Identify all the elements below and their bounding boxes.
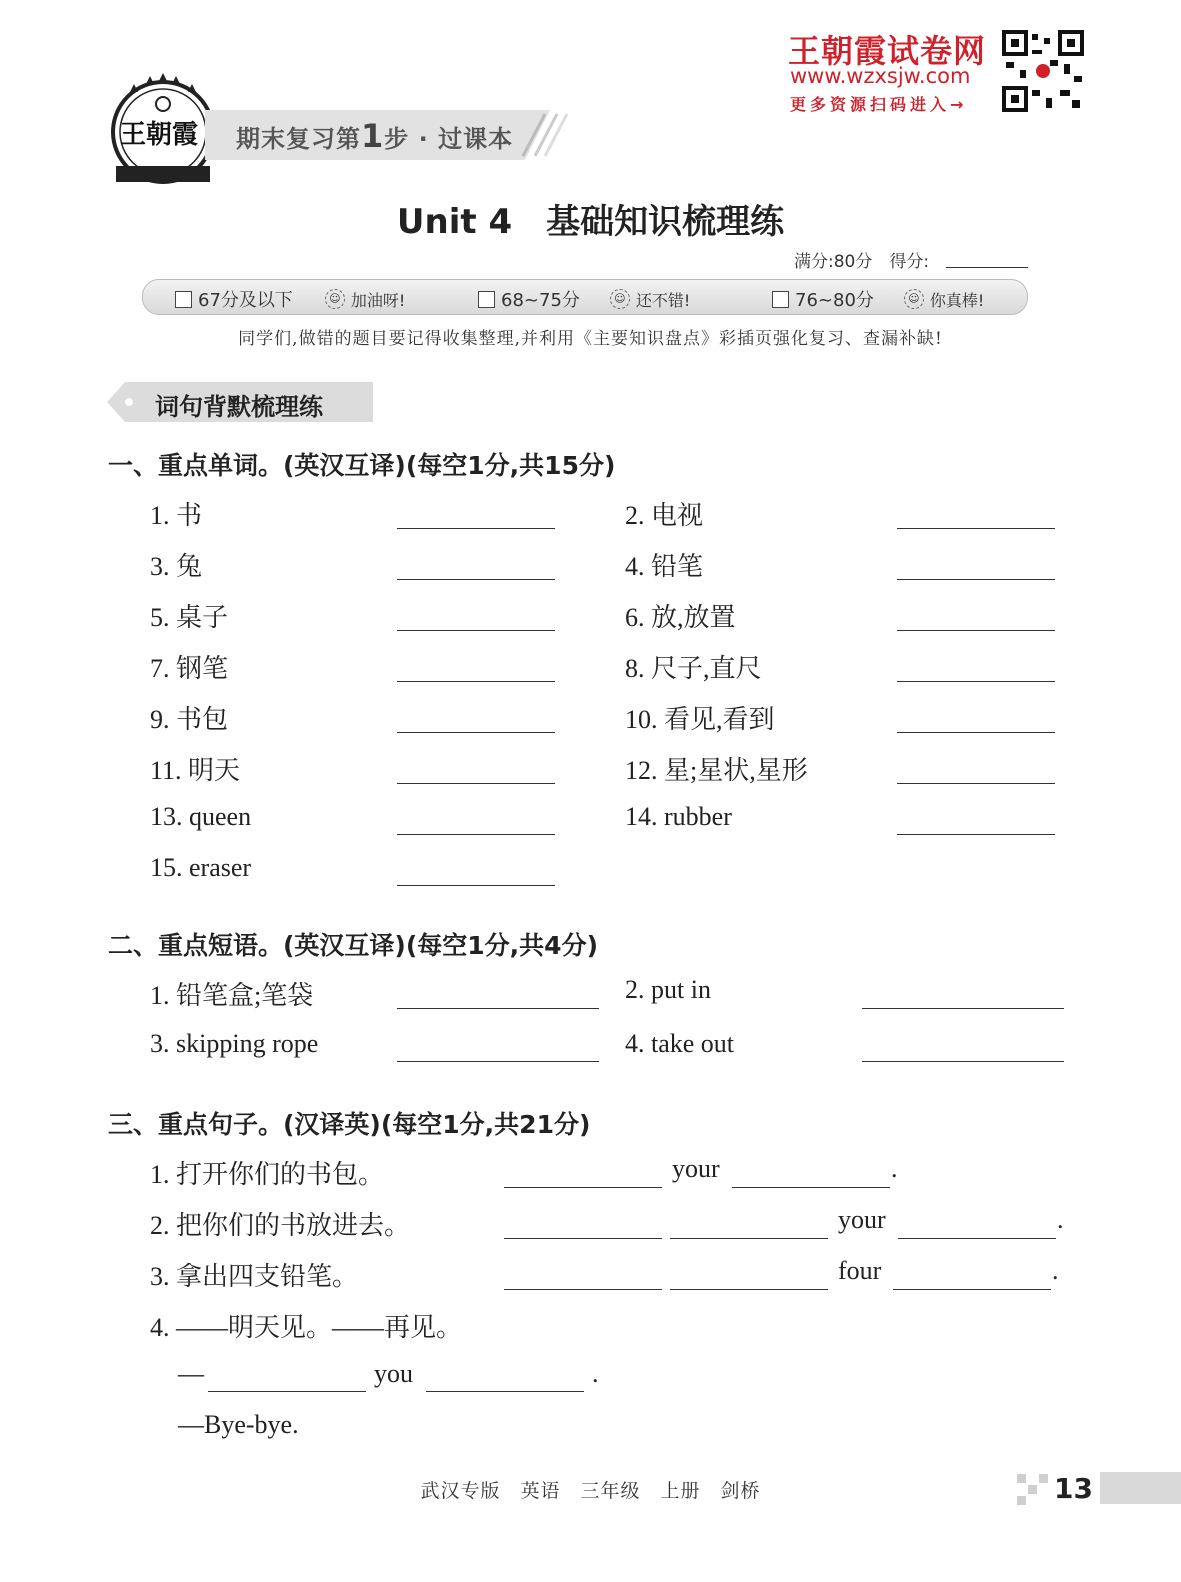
answer-blank[interactable] [504,1187,662,1188]
q3-sentence-4: 4. ——明天见。——再见。 [150,1313,463,1342]
answer-blank[interactable] [897,579,1055,580]
section-tag: 词句背默梳理练 [155,393,323,421]
level-high: 76~80分 ☺ 你真棒! [772,286,984,312]
level-mid: 68~75分 ☺ 还不错! [478,286,690,312]
q1-item: 15. eraser [150,853,252,882]
sentence-period: . [1057,1205,1064,1234]
q3-sentence-3: 3. 拿出四支铅笔。 [150,1262,359,1291]
answer-blank[interactable] [397,579,555,580]
answer-blank[interactable] [897,528,1055,529]
answer-blank[interactable] [897,681,1055,682]
q1-item: 8. 尺子,直尺 [625,654,762,683]
page-deco [1028,1485,1037,1494]
q1-item: 6. 放,放置 [625,603,736,632]
sentence-word: your [672,1154,720,1183]
answer-blank[interactable] [897,732,1055,733]
qr-code-icon[interactable] [1002,30,1084,112]
sentence-period: . [592,1359,599,1388]
answer-blank[interactable] [426,1391,584,1392]
answer-blank[interactable] [504,1289,662,1290]
q1-item: 4. 铅笔 [625,552,704,581]
page-deco [1017,1496,1026,1505]
q1-item: 14. rubber [625,802,732,831]
answer-blank[interactable] [670,1238,828,1239]
q1-item: 12. 星;星状,星形 [625,756,808,785]
score-blank[interactable] [946,267,1028,268]
answer-blank[interactable] [897,783,1055,784]
answer-blank[interactable] [397,834,555,835]
answer-blank[interactable] [397,1061,599,1062]
notice-text: 同学们,做错的题目要记得收集整理,并利用《主要知识盘点》彩插页强化复习、查漏补缺! [238,329,943,349]
page-number: 13 [1054,1472,1093,1505]
answer-blank[interactable] [397,732,555,733]
smiley-icon: ☺ [610,289,630,309]
answer-blank[interactable] [208,1391,366,1392]
q1-item: 2. 电视 [625,501,704,530]
page-number-band [1100,1472,1181,1504]
answer-blank[interactable] [397,783,555,784]
q2-item: 3. skipping rope [150,1029,319,1058]
q1-item: 9. 书包 [150,705,229,734]
answer-blank[interactable] [397,630,555,631]
q3-heading: 三、重点句子。(汉译英)(每空1分,共21分) [108,1110,591,1139]
answer-blank[interactable] [504,1238,662,1239]
level-low-checkbox[interactable] [175,291,192,308]
answer-blank[interactable] [862,1061,1064,1062]
q1-heading: 一、重点单词。(英汉互译)(每空1分,共15分) [108,451,616,480]
score-level-bar [142,279,1028,315]
q1-item: 3. 兔 [150,552,203,581]
sentence-period: . [891,1154,898,1183]
answer-blank[interactable] [897,834,1055,835]
q2-heading: 二、重点短语。(英汉互译)(每空1分,共4分) [108,931,598,960]
q2-item: 2. put in [625,975,711,1004]
sentence-word: four [838,1256,882,1285]
answer-blank[interactable] [898,1238,1056,1239]
q1-item: 10. 看见,看到 [625,705,775,734]
brand-subtitle: 更多资源扫码进入→ [790,95,968,114]
answer-blank[interactable] [397,1008,599,1009]
footer-text: 武汉专版 英语 三年级 上册 剑桥 [420,1480,761,1502]
dialogue-reply: —Bye-bye. [178,1410,299,1439]
answer-blank[interactable] [732,1187,890,1188]
q1-item: 13. queen [150,802,252,831]
answer-blank[interactable] [893,1289,1051,1290]
score-info: 满分:80分 得分: [794,252,930,272]
answer-blank[interactable] [397,681,555,682]
answer-blank[interactable] [397,528,555,529]
q2-item: 4. take out [625,1029,735,1058]
page-title: Unit 4 基础知识梳理练 [396,202,785,242]
answer-blank[interactable] [397,885,555,886]
sentence-word: you [374,1359,413,1388]
q3-sentence-2: 2. 把你们的书放进去。 [150,1211,411,1240]
answer-blank[interactable] [670,1289,828,1290]
dialogue-dash: — [178,1359,204,1388]
q2-item: 1. 铅笔盒;笔袋 [150,981,314,1010]
page-deco [1017,1474,1026,1483]
q3-sentence-1: 1. 打开你们的书包。 [150,1160,385,1189]
sentence-period: . [1052,1256,1059,1285]
smiley-icon: ☺ [904,289,924,309]
brand-url[interactable]: www.wzxsjw.com [790,64,971,88]
level-low: 67分及以下 ☺ 加油呀! [175,286,405,312]
q1-item: 11. 明天 [150,756,241,785]
brand-title: 王朝霞试卷网 [788,32,987,70]
smiley-icon: ☺ [325,289,345,309]
level-high-checkbox[interactable] [772,291,789,308]
logo-text: 王朝霞 [120,120,199,150]
q1-item: 5. 桌子 [150,603,229,632]
q1-item: 7. 钢笔 [150,654,229,683]
level-mid-checkbox[interactable] [478,291,495,308]
page-deco [1039,1474,1048,1483]
answer-blank[interactable] [897,630,1055,631]
q1-item: 1. 书 [150,501,203,530]
answer-blank[interactable] [862,1008,1064,1009]
step-label: 期末复习第1步 · 过课本 [236,117,514,155]
sentence-word: your [838,1205,886,1234]
